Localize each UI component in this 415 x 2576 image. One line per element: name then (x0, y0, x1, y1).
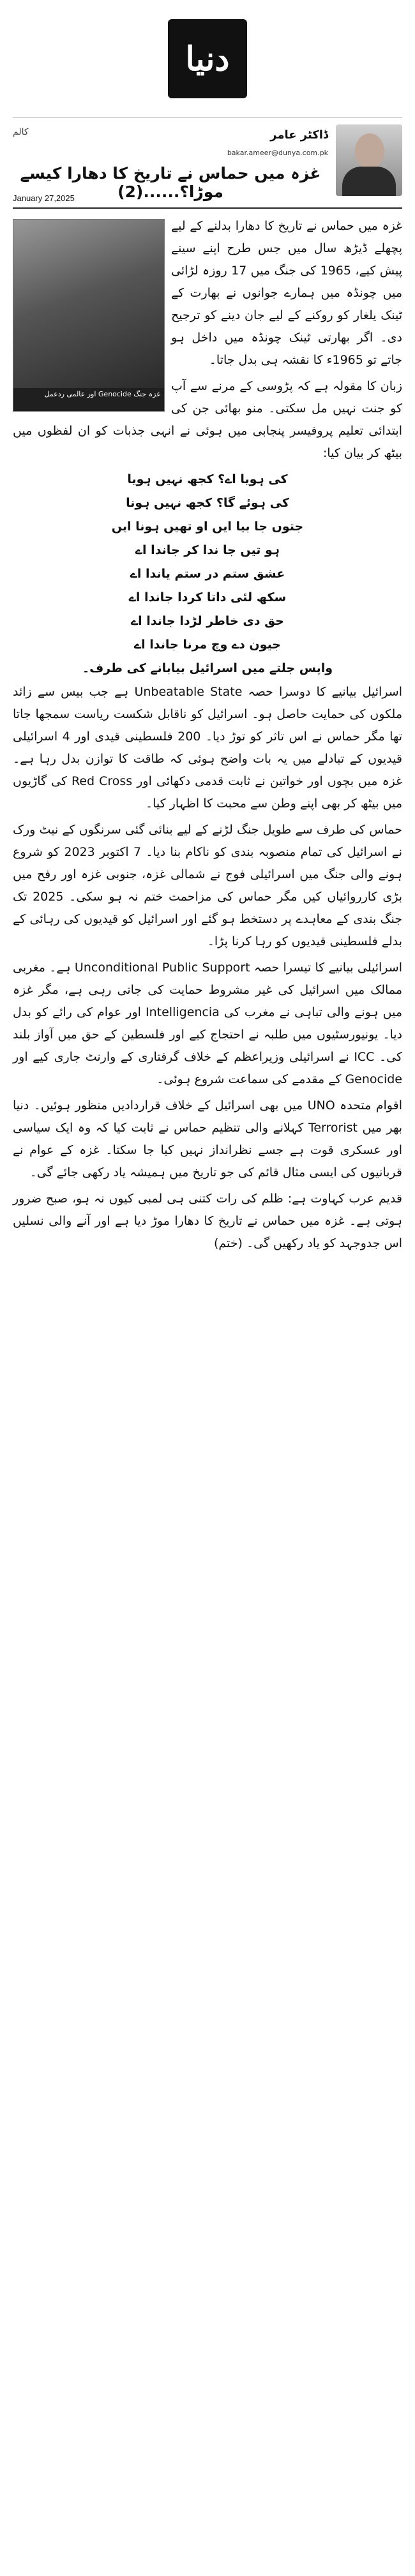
headline: غزہ میں حماس نے تاریخ کا دھارا کیسے موڑا؟......(2) (20, 164, 321, 201)
portrait-face (355, 133, 384, 169)
paragraph: قدیم عرب کہاوت ہے: ظلم کی رات کتنی ہی لمبی کیوں نہ ہو، صبح ضرور ہوتی ہے۔ غزہ میں حماس نے تاریخ کا دھارا موڑ دیا ہے اور آنے والی نسلیں اس جدوجہد کو یاد رکھیں گی۔ (ختم) (13, 1192, 402, 1250)
masthead (13, 0, 402, 117)
author-name: ڈاکٹر عامر (270, 128, 328, 142)
verse-line: کی ہویا اے؟ کجھ نہیں ہویا (127, 472, 288, 486)
publication-date: January 27,2025 (13, 193, 75, 203)
photo-image (13, 220, 164, 388)
verse-line: جیون دے وچ مرنا جاندا اے (134, 638, 281, 652)
article-body (13, 209, 402, 1255)
verse-line: واپس جلتے میں اسرائیل بیابانے کی طرف۔ (82, 661, 333, 675)
verse-line: کی ہوئے گا؟ کجھ نہیں ہونا (126, 496, 289, 510)
paragraph: اسرائیلی بیانیے کا تیسرا حصہ Unconditional Public Support ہے۔ مغربی ممالک میں اسرائیل کی غیر مشروط حمایت کی جاتی رہی ہے، مگر غزہ میں ہونے والی تباہی نے مغرب کی Intelligencia اور عوام کی رائے کو بدل دیا۔ یونیورسٹیوں میں طلبہ نے احتجاج کیے اور فلسطین کے حق میں آواز بلند کی۔ ICC نے اسرائیلی وزیراعظم کے خلاف گرفتاری کے وارنٹ جاری کیے اور Genocide کے مقدمے کی سماعت شروع ہوئی۔ (13, 961, 402, 1086)
author-email[interactable]: bakar.ameer@dunya.com.pk (227, 149, 328, 157)
paragraph: اسرائیل بیانیے کا دوسرا حصہ Unbeatable State ہے جب بیس سے زائد ملکوں کی حمایت حاصل ہو۔ اسرائیل کو ناقابل شکست ریاست سمجھا جاتا تھا مگر حماس نے اس تاثر کو توڑ دیا۔ 200 فلسطینی قیدی اور 4 اسرائیلی قیدیوں کے تبادلے میں یہ بات واضح ہوئی کہ طاقت کا توازن بدل رہا ہے۔ غزہ میں بچوں اور خواتین نے ثابت قدمی دکھائی اور Red Cross کی گاڑیوں میں بیٹھ کر بھی اپنے وطن سے محبت کا اظہار کیا۔ (13, 685, 403, 811)
verse-line: عشق ستم در ستم یاندا اے (130, 567, 285, 581)
verse-line: ہو تیں جا ندا کر جاندا اے (135, 543, 280, 557)
verse-line: سکھ لئی داتا کردا جاندا اے (128, 590, 287, 604)
paragraph: زبان کا مقولہ ہے کہ پڑوسی کے مرنے سے آپ کو جنت نہیں مل سکتی۔ منو بھائی جن کی ابتدائی تعلیم پروفیسر پنجابی میں ہوئی نے انہی جذبات کو ان لفظوں میں بیٹھ کر بیان کیا: (13, 379, 402, 460)
paragraph: اقوام متحدہ UNO میں بھی اسرائیل کے خلاف قراردادیں منظور ہوئیں۔ دنیا بھر میں Terrorist کہلانے والی تنظیم حماس نے ثابت کیا کہ وہ ایک سیاسی اور عسکری قوت ہے جسے نظرانداز نہیں کیا جا سکتا۔ غزہ کے عوام نے قربانیوں کی ایسی مثال قائم کی جو تاریخ میں ہمیشہ یاد رکھی جائے گی۔ (13, 1098, 402, 1179)
verse-line: جتوں جا بیا ایں او تھیں ہونا ایں (111, 520, 304, 534)
column-header (13, 117, 402, 209)
paragraph: غزہ میں حماس نے تاریخ کا دھارا بدلنے کے لیے پچھلے ڈیڑھ سال میں جس طرح اپنے سینے پیش کیے، 1965 کی جنگ میں 17 روزہ لڑائی میں چونڈہ میں ہمارے جوانوں نے بھارت کے ٹینک یلغار کو روکنے کے لیے جان دینے کو ترجیح دی۔ اگر بھارتی ٹینک چونڈہ میں داخل ہو جاتے تو 1965ء کا نقشہ ہی بدل جاتا۔ (171, 219, 402, 367)
author-portrait (336, 124, 402, 196)
article-photo (13, 219, 165, 412)
logo-text: دنیا (185, 39, 230, 79)
photo-caption: غزہ جنگ Genocide اور عالمی ردعمل (13, 388, 164, 411)
newspaper-logo (168, 19, 247, 98)
portrait-body (342, 167, 396, 196)
verse-line: حق دی خاطر لڑدا جاندا اے (131, 614, 284, 628)
column-name: کالم (13, 127, 29, 137)
paragraph: حماس کی طرف سے طویل جنگ لڑنے کے لیے بنائی گئی سرنگوں کے نیٹ ورک نے اسرائیل کی تمام منصوبہ بندی کو ناکام بنا دیا۔ 7 اکتوبر 2023 کو شروع ہونے والی جنگ میں اسرائیلی فوج نے شمالی غزہ، جنوبی غزہ اور رفح میں بڑی کارروائیاں کیں مگر حماس کی مزاحمت ختم نہ ہو سکی۔ 2025 تک جنگ بندی کے معاہدے پر دستخط ہو گئے اور اسرائیل کو قیدیوں کی رہائی کے بدلے فلسطینی قیدیوں کو رہا کرنا پڑا۔ (13, 823, 402, 948)
